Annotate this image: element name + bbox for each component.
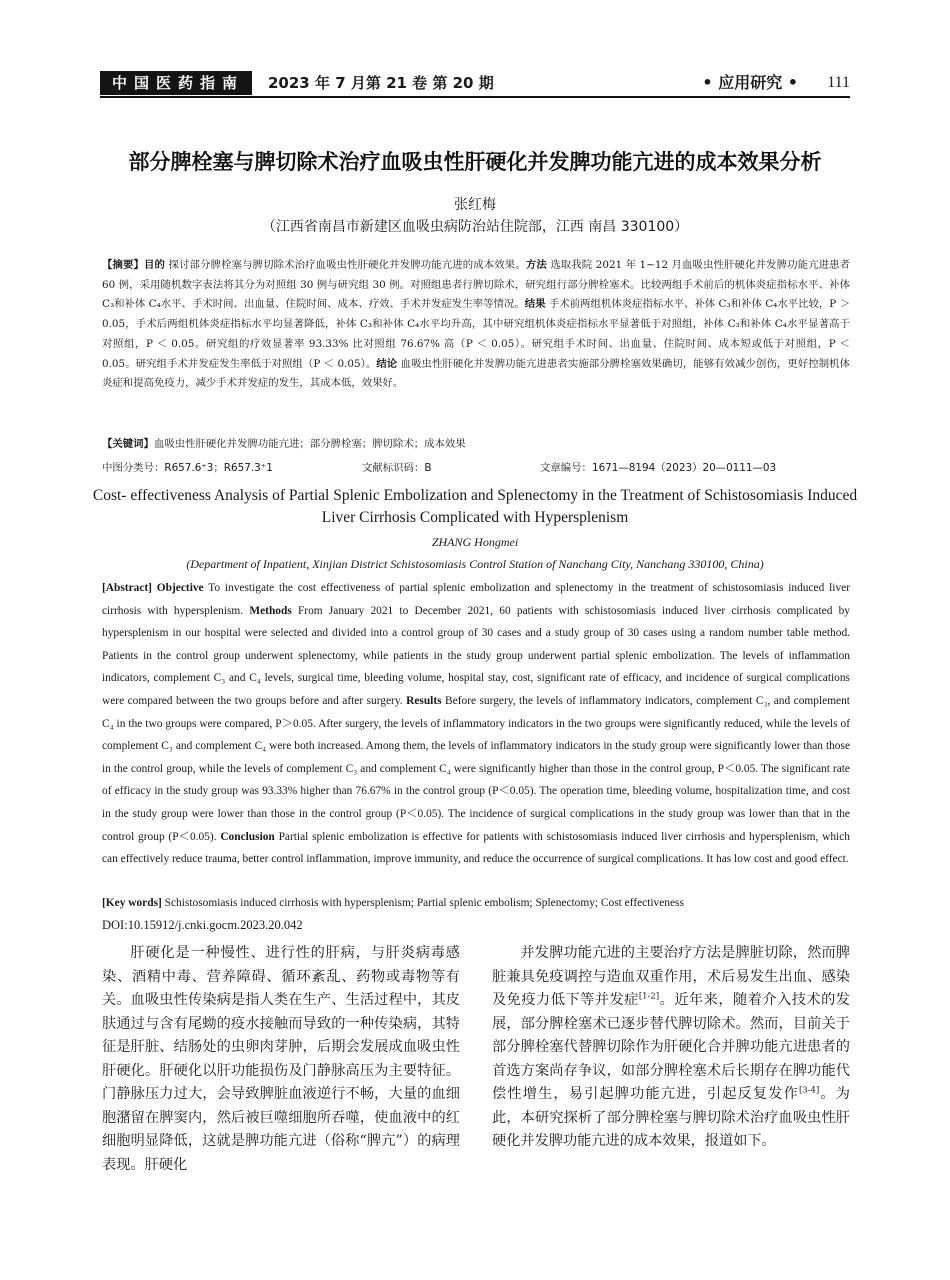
results-zh: 手术前两组机体炎症指标水平、补体 C₃和补体 C₄水平比较，P ＞ 0.05，手术后两组机体炎症指标水平均显著降低，补体 C₃和补体 C₄水平均升高，其中研究组机体炎症指标水平显著低于对照组，补体 C₃和补体 C₄水平显著高于对照组，P ＜ 0.05。研究组的疗效显著率 93.33% 比对照组 76.67% 高（P ＜ 0.05）。研究组手术时间、出血量、住院时间、成本短或低于对照组，P ＜ 0.05。研究组手术并发症发生率低于对照组（P ＜ 0.05）。 — [102, 298, 851, 370]
objective-label-en: Objective — [156, 582, 204, 594]
body-right-text-1: 并发脾功能亢进的主要治疗方法是脾脏切除，然而脾脏兼具免疫调控与造血双重作用，术后易发生出血、感染及免疫力低下等并发症 — [492, 945, 850, 1008]
conclusion-label-en: Conclusion — [220, 830, 275, 843]
objective-label-zh: 目的 — [144, 259, 166, 271]
objective-en: To investigate the cost effectiveness of partial splenic embolization and splenectomy in the treatment of schistosomiasis induced liver cirrhosis with hypersplenism. — [102, 582, 850, 617]
methods-en: From January 2021 to December 2021, 60 patients with schistosomiasis induced liver cirrhosis complicated by hypersplenism in our hospital were selected and divided into a control group of 30 cases and a study group of 30 cases using a random number table method. Patients in the control group underwent splenectomy, while patients in the study group underwent partial splenic embolization. The levels of inflammation indicators, complement C₃ and C₄ levels, surgical time, bleeding volume, hospital stay, cost, significant rate of efficacy, and incidence of surgical complications were compared between the two groups before and after surgery. — [102, 604, 850, 707]
body-right-text-3: 。为此，本研究探析了部分脾栓塞与脾切除术治疗血吸虫性肝硬化并发脾功能亢进的成本效果，报道如下。 — [492, 1086, 850, 1149]
affiliation-en: (Department of Inpatient, Xinjian District Schistosomiasis Control Station of Nanchang City, Nanchang 330100, China) — [186, 557, 764, 571]
author-en: ZHANG Hongmei — [431, 535, 519, 549]
abstract-en — [102, 577, 850, 871]
citation-ref-1-2[interactable]: [1-2] — [638, 991, 660, 1002]
abstract-en-label: [Abstract] — [102, 582, 152, 594]
title-en: Cost- effectiveness Analysis of Partial Splenic Embolization and Splenectomy in the Treatment of Schistosomiasis Induced Liver Cirrhosis Complicated with Hypersplenism — [92, 487, 858, 526]
conclusion-label-zh: 结论 — [376, 357, 398, 370]
running-header — [100, 71, 850, 97]
abstract-zh-label: 【摘要】 — [102, 259, 145, 271]
keywords-zh — [102, 434, 850, 454]
header-rule — [100, 96, 850, 98]
keywords-en-text: Schistosomiasis induced cirrhosis with hypersplenism; Partial splenic embolism; Splenectomy; Cost effectiveness — [164, 897, 684, 909]
clc-number: 中图分类号：R657.6⁺3；R657.3⁺1 — [102, 462, 273, 474]
title-zh: 部分脾栓塞与脾切除术治疗血吸虫性肝硬化并发脾功能亢进的成本效果分析 — [128, 150, 822, 174]
page-number: 111 — [827, 74, 850, 91]
methods-label-zh: 方法 — [525, 259, 547, 271]
keywords-en-label: [Key words] — [102, 897, 162, 909]
objective-zh: 探讨部分脾栓塞与脾切除术治疗血吸虫性肝硬化并发脾功能亢进的成本效果。 — [168, 259, 526, 271]
keywords-zh-text: 血吸虫性肝硬化并发脾功能亢进；部分脾栓塞；脾切除术；成本效果 — [153, 438, 466, 450]
issue-info: 2023 年 7 月第 21 卷 第 20 期 — [268, 74, 494, 92]
results-en: Before surgery, the levels of inflammatory indicators, complement C₃, and complement C₄ in the two groups were compared, P＞0.05. After surgery, the levels of inflammatory indicators in the two groups were significantly reduced, while the levels of complement C₃ and complement C₄ were both increased. Among them, the levels of inflammatory indicators in the study group were significantly lower than those in the control group, while the levels of complement C₃ and complement C₄ were significantly higher than those in the control group, P＜0.05. The significant rate of efficacy in the study group was 93.33% higher than 76.67% in the control group (P＜0.05). The operation time, bleeding volume, hospitalization time, and cost in the study group were lower than those in the control group (P＜0.05). The incidence of surgical complications in the study group was lower than that in the control group (P＜0.05). — [102, 694, 850, 843]
article-number: 文章编号：1671—8194（2023）20—0111—03 — [540, 462, 777, 474]
conclusion-en: Partial splenic embolization is effective for patients with schistosomiasis induced liver cirrhosis and hypersplenism, which can effectively reduce trauma, better control inflammation, improve immunity, and reduce the occurrence of surgical complications. It has low cost and good effect. — [102, 830, 850, 866]
methods-label-en: Methods — [249, 604, 292, 617]
results-label-en: Results — [406, 694, 442, 707]
affiliation-zh: （江西省南昌市新建区血吸虫病防治站住院部，江西 南昌 330100） — [261, 219, 689, 235]
doi: DOI:10.15912/j.cnki.gocm.2023.20.042 — [102, 918, 303, 932]
conclusion-zh: 血吸虫性肝硬化并发脾功能亢进患者实施部分脾栓塞效果确切，能够有效减少创伤，更好控制机体炎症和提高免疫力，减少手术并发症的发生，其成本低，效果好。 — [102, 357, 850, 390]
abstract-zh — [102, 256, 850, 394]
body-column-left: 肝硬化是一种慢性、进行性的肝病，与肝炎病毒感染、酒精中毒、营养障碍、循环紊乱、药物或毒物等有关。血吸虫性传染病是指人类在生产、生活过程中，其皮肤通过与含有尾蚴的疫水接触而导致的一种传染病，其特征是肝脏、结肠处的虫卵肉芽肿，后期会发展成血吸虫性肝硬化。肝硬化以肝功能损伤及门静脉高压为主要特征。门静脉压力过大，会导致脾脏血液逆行不畅，大量的血细胞潴留在脾窦内，然后被巨噬细胞所吞噬，使血液中的红细胞明显降低，这就是脾功能亢进（俗称“脾亢”）的病理表现。肝硬化 — [102, 945, 460, 1173]
section-label: • 应用研究 • — [702, 73, 798, 92]
body-right-text-2: 。近年来，随着介入技术的发展，部分脾栓塞术已逐步替代脾切除术。然而，目前关于部分脾栓塞代替脾切除作为肝硬化合并脾功能亢进患者的首选方案尚存争议，如部分脾栓塞术后长期存在脾功能代偿性增生，易引起脾功能亢进，引起反复发作 — [492, 992, 850, 1102]
keywords-en — [102, 892, 850, 914]
results-label-zh: 结果 — [524, 298, 546, 311]
journal-name: 中国医药指南 — [100, 71, 252, 95]
keywords-zh-label: 【关键词】 — [102, 438, 154, 450]
citation-ref-3-4[interactable]: [3-4] — [798, 1085, 820, 1096]
methods-zh: 选取我院 2021 年 1~12 月血吸虫性肝硬化并发脾功能亢进患者 60 例，采用随机数字表法将其分为对照组 30 例与研究组 30 例。对照组患者行脾切除术，研究组行部分脾栓塞术。比较两组手术前后的机体炎症指标水平、补体 C₃和补体 C₄水平、手术时间、出血量、住院时间、成本、疗效、手术并发症发生率等情况。 — [102, 259, 851, 311]
document-code: 文献标识码：B — [362, 462, 432, 474]
body-column-right — [492, 942, 850, 1154]
author-zh: 张红梅 — [454, 197, 496, 213]
